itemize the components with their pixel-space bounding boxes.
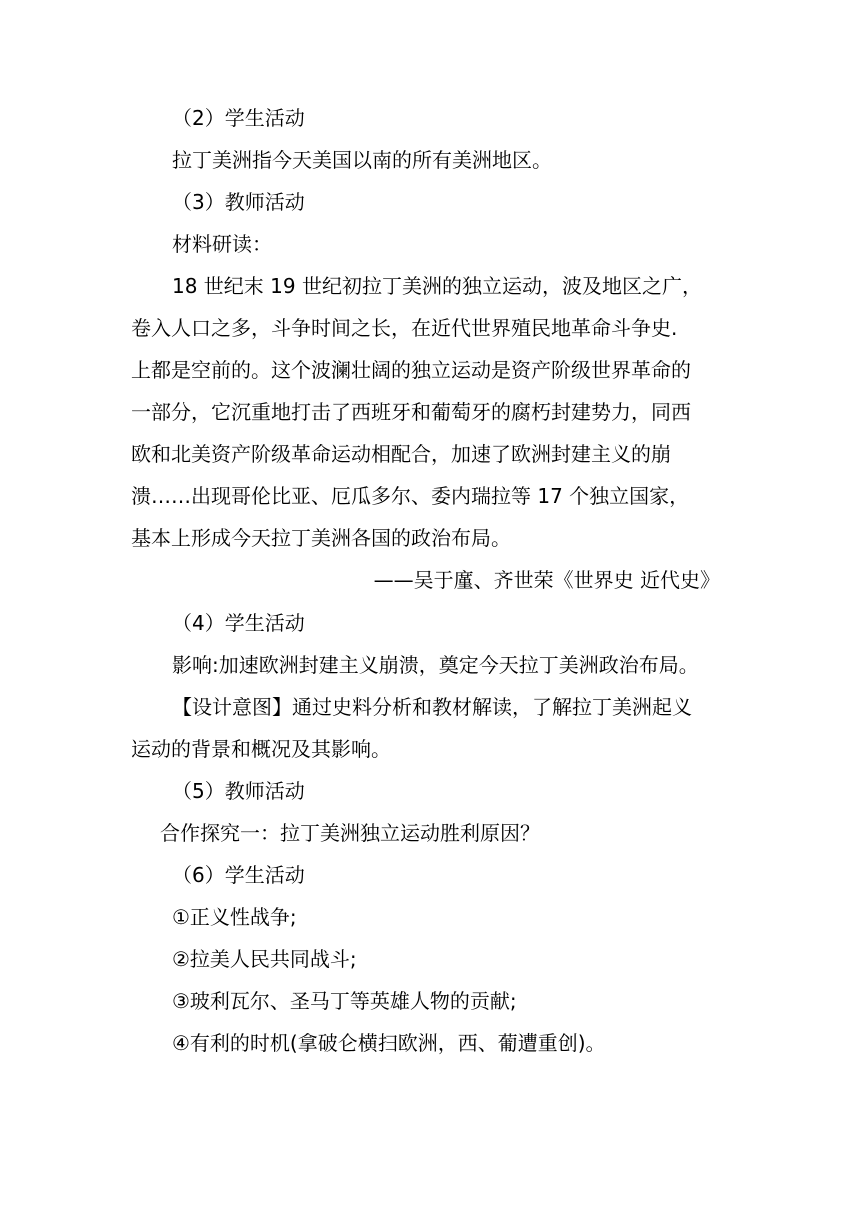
material-text-line-7: 基本上形成今天拉丁美洲各国的政治布局。 (131, 526, 511, 550)
heading-student-activity-2: （2）学生活动 (172, 106, 305, 130)
reason-item-1: ①正义性战争; (172, 905, 297, 929)
influence-text: 影响:加速欧洲封建主义崩溃，奠定今天拉丁美洲政治布局。 (172, 653, 699, 677)
design-intent-line-2: 运动的背景和概况及其影响。 (131, 737, 391, 761)
design-intent-line-1: 【设计意图】通过史料分析和教材解读，了解拉丁美洲起义 (172, 695, 692, 719)
heading-teacher-activity-3: （3）教师活动 (172, 190, 305, 214)
heading-student-activity-6: （6）学生活动 (172, 863, 305, 887)
material-reading-label: 材料研读： (172, 232, 272, 256)
material-text-line-6: 溃……出现哥伦比亚、厄瓜多尔、委内瑞拉等 17 个独立国家， (131, 484, 690, 508)
material-text-line-3: 上都是空前的。这个波澜壮阔的独立运动是资产阶级世界革命的 (131, 358, 691, 382)
latin-america-definition: 拉丁美洲指今天美国以南的所有美洲地区。 (172, 148, 552, 172)
reason-item-3: ③玻利瓦尔、圣马丁等英雄人物的贡献; (172, 989, 517, 1013)
material-text-line-5: 欧和北美资产阶级革命运动相配合，加速了欧洲封建主义的崩 (131, 442, 671, 466)
reason-item-4: ④有利的时机(拿破仑横扫欧洲，西、葡遭重创)。 (172, 1031, 606, 1055)
material-citation: ——吴于廑、齐世荣《世界史 近代史》 (373, 568, 720, 592)
cooperative-inquiry-question: 合作探究一：拉丁美洲独立运动胜利原因？ (160, 821, 540, 845)
heading-teacher-activity-5: （5）教师活动 (172, 779, 305, 803)
material-text-line-4: 一部分，它沉重地打击了西班牙和葡萄牙的腐朽封建势力，同西 (131, 400, 691, 424)
material-text-line-1: 18 世纪末 19 世纪初拉丁美洲的独立运动，波及地区之广， (172, 274, 702, 298)
material-text-line-2: 卷入人口之多，斗争时间之长，在近代世界殖民地革命斗争史. (131, 316, 678, 340)
heading-student-activity-4: （4）学生活动 (172, 611, 305, 635)
reason-item-2: ②拉美人民共同战斗; (172, 947, 357, 971)
